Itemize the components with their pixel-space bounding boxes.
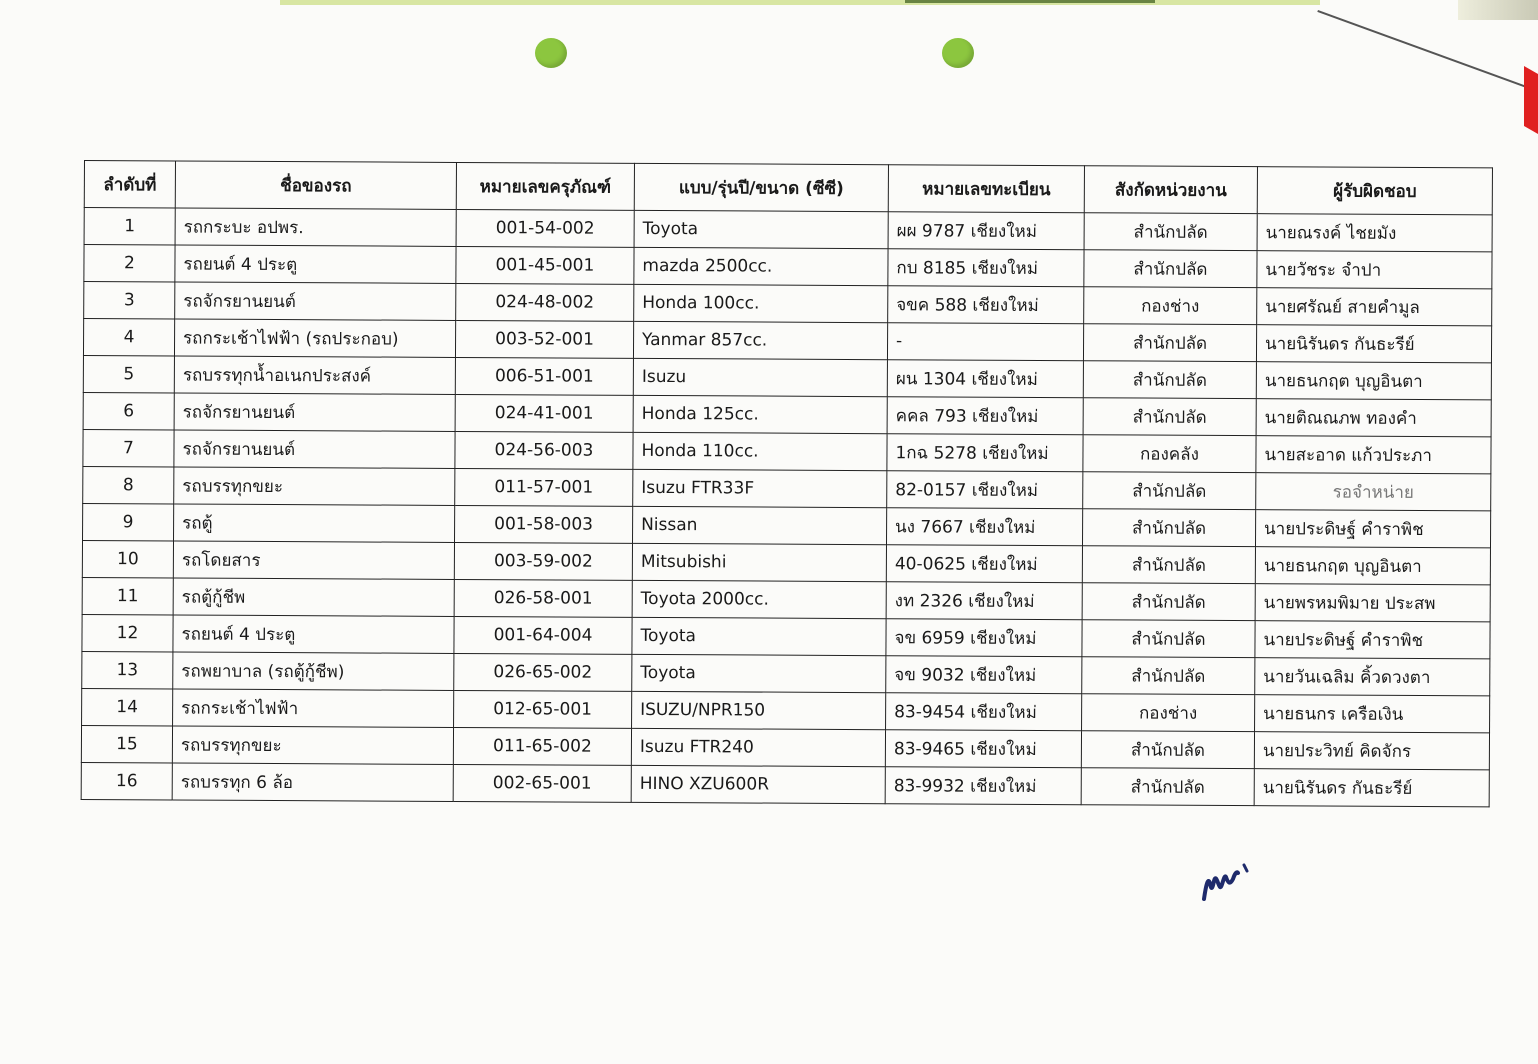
corner-red-mark <box>1524 66 1538 134</box>
cell-asset-no: 001-45-001 <box>456 246 634 284</box>
cell-department: สำนักปลัด <box>1082 620 1255 658</box>
page-corner <box>1278 0 1538 140</box>
cell-model: Toyota 2000cc. <box>632 580 886 618</box>
header-cell: ผู้รับผิดชอบ <box>1257 167 1492 215</box>
cell-vehicle: รถกระเช้าไฟฟ้า <box>173 689 454 727</box>
cell-responsible: นายติณณภพ ทองคำ <box>1256 399 1491 437</box>
cell-responsible: นายศรัณย์ สายคำมูล <box>1257 288 1492 326</box>
cell-model: Mitsubishi <box>632 543 886 581</box>
cell-asset-no: 003-52-001 <box>455 320 633 358</box>
cell-model: Toyota <box>634 210 888 248</box>
cell-model: Toyota <box>632 654 886 692</box>
table-row <box>81 762 1489 806</box>
cell-model: Isuzu FTR240 <box>631 728 885 766</box>
cell-model: Yanmar 857cc. <box>633 321 887 359</box>
cell-department: สำนักปลัด <box>1082 509 1255 547</box>
cell-plate: งท 2326 เชียงใหม่ <box>886 582 1082 620</box>
cell-model: Isuzu FTR33F <box>633 469 887 507</box>
header-cell: หมายเลขทะเบียน <box>888 165 1084 213</box>
header-cell: สังกัดหน่วยงาน <box>1084 166 1257 214</box>
cell-plate: 40-0625 เชียงใหม่ <box>886 545 1082 583</box>
cell-asset-no: 026-58-001 <box>454 579 632 617</box>
cell-model: Isuzu <box>633 358 887 396</box>
cell-responsible: นายนิรันดร กันธะรีย์ <box>1256 325 1491 363</box>
cell-no: 8 <box>83 466 174 503</box>
punch-hole-icon <box>535 38 567 68</box>
cell-vehicle: รถจักรยานยนต์ <box>174 430 455 468</box>
cell-asset-no: 012-65-001 <box>454 690 632 728</box>
cell-model: HINO XZU600R <box>631 765 885 803</box>
cell-vehicle: รถยนต์ 4 ประตู <box>173 615 454 653</box>
cell-department: สำนักปลัด <box>1083 472 1256 510</box>
top-edge-strip <box>280 0 1320 5</box>
cell-department: กองคลัง <box>1083 435 1256 473</box>
cell-plate: 83-9454 เชียงใหม่ <box>886 693 1082 731</box>
cell-plate: นง 7667 เชียงใหม่ <box>886 508 1082 546</box>
cell-plate: คคล 793 เชียงใหม่ <box>887 397 1083 435</box>
cell-no: 5 <box>83 355 174 392</box>
cell-no: 4 <box>83 319 174 356</box>
cell-no: 12 <box>82 614 173 651</box>
cell-plate: ผน 1304 เชียงใหม่ <box>887 360 1083 398</box>
cell-responsible: นายวันเฉลิม คิ้วดวงตา <box>1255 658 1490 696</box>
cell-responsible: นายสะอาด แก้วประภา <box>1256 436 1491 474</box>
cell-responsible: นายวัชระ จำปา <box>1257 251 1492 289</box>
cell-department: สำนักปลัด <box>1083 361 1256 399</box>
cell-no: 2 <box>84 245 175 282</box>
cell-department: กองช่าง <box>1082 694 1255 732</box>
cell-no: 10 <box>82 540 173 577</box>
corner-line <box>1317 10 1538 94</box>
cell-department: สำนักปลัด <box>1084 250 1257 288</box>
cell-vehicle: รถบรรทุกขยะ <box>174 467 455 505</box>
cell-model: Honda 125cc. <box>633 395 887 433</box>
cell-responsible: นายนิรันดร กันธะรีย์ <box>1254 769 1489 807</box>
cell-responsible: นายณรงค์ ไชยมัง <box>1257 214 1492 252</box>
cell-responsible: นายพรหมพิมาย ประสพ <box>1255 584 1490 622</box>
cell-department: กองช่าง <box>1084 287 1257 325</box>
cell-department: สำนักปลัด <box>1082 657 1255 695</box>
top-edge-strip-dark <box>905 0 1155 3</box>
cell-no: 1 <box>84 208 175 245</box>
table-header-row <box>84 161 1492 215</box>
cell-department: สำนักปลัด <box>1081 731 1254 769</box>
cell-asset-no: 001-58-003 <box>455 505 633 543</box>
cell-no: 3 <box>84 282 175 319</box>
cell-plate: กบ 8185 เชียงใหม่ <box>888 249 1084 287</box>
cell-model: Honda 110cc. <box>633 432 887 470</box>
cell-asset-no: 002-65-001 <box>453 764 631 802</box>
cell-asset-no: 024-56-003 <box>455 431 633 469</box>
cell-department: สำนักปลัด <box>1082 583 1255 621</box>
cell-no: 14 <box>82 688 173 725</box>
vehicle-table <box>81 160 1493 807</box>
cell-no: 11 <box>82 577 173 614</box>
punch-hole-icon <box>942 38 974 68</box>
cell-model: mazda 2500cc. <box>634 247 888 285</box>
cell-plate: - <box>887 323 1083 361</box>
cell-asset-no: 026-65-002 <box>454 653 632 691</box>
cell-no: 6 <box>83 392 174 429</box>
cell-asset-no: 011-57-001 <box>455 468 633 506</box>
cell-plate: จข 6959 เชียงใหม่ <box>886 619 1082 657</box>
cell-vehicle: รถกระบะ อปพร. <box>175 208 456 246</box>
cell-model: Toyota <box>632 617 886 655</box>
cell-no: 9 <box>83 503 174 540</box>
cell-vehicle: รถพยาบาล (รถตู้กู้ชีพ) <box>173 652 454 690</box>
header-cell: ลำดับที่ <box>84 161 175 208</box>
cell-plate: 1กฉ 5278 เชียงใหม่ <box>887 434 1083 472</box>
cell-asset-no: 003-59-002 <box>454 542 632 580</box>
cell-vehicle: รถกระเช้าไฟฟ้า (รถประกอบ) <box>174 319 455 357</box>
cell-vehicle: รถยนต์ 4 ประตู <box>175 245 456 283</box>
cell-vehicle: รถบรรทุก 6 ล้อ <box>172 763 453 801</box>
cell-vehicle: รถจักรยานยนต์ <box>174 393 455 431</box>
signature-icon <box>1200 855 1270 905</box>
cell-department: สำนักปลัด <box>1081 768 1254 806</box>
cell-no: 7 <box>83 429 174 466</box>
cell-department: สำนักปลัด <box>1083 324 1256 362</box>
cell-responsible: นายประวิทย์ คิดจักร <box>1254 732 1489 770</box>
cell-plate: ผผ 9787 เชียงใหม่ <box>888 212 1084 250</box>
header-cell: หมายเลขครุภัณฑ์ <box>456 162 634 210</box>
cell-vehicle: รถจักรยานยนต์ <box>175 282 456 320</box>
cell-model: Honda 100cc. <box>634 284 888 322</box>
cell-asset-no: 001-54-002 <box>456 209 634 247</box>
cell-department: สำนักปลัด <box>1084 213 1257 251</box>
cell-no: 13 <box>82 651 173 688</box>
cell-plate: 83-9932 เชียงใหม่ <box>885 767 1081 805</box>
cell-model: Nissan <box>633 506 887 544</box>
cell-responsible: นายประดิษฐ์ คำราพิช <box>1255 510 1490 548</box>
header-cell: ชื่อของรถ <box>175 161 456 209</box>
cell-no: 16 <box>81 762 172 799</box>
cell-asset-no: 006-51-001 <box>455 357 633 395</box>
cell-responsible: นายธนกร เครือเงิน <box>1255 695 1490 733</box>
cell-department: สำนักปลัด <box>1082 546 1255 584</box>
cell-responsible: นายธนกฤต บุญอินตา <box>1256 362 1491 400</box>
cell-vehicle: รถตู้กู้ชีพ <box>173 578 454 616</box>
cell-plate: จข 9032 เชียงใหม่ <box>886 656 1082 694</box>
cell-model: ISUZU/NPR150 <box>632 691 886 729</box>
cell-asset-no: 011-65-002 <box>453 727 631 765</box>
cell-vehicle: รถบรรทุกขยะ <box>172 726 453 764</box>
cell-asset-no: 024-41-001 <box>455 394 633 432</box>
cell-vehicle: รถตู้ <box>174 504 455 542</box>
cell-no: 15 <box>81 725 172 762</box>
cell-responsible: นายธนกฤต บุญอินตา <box>1255 547 1490 585</box>
cell-department: สำนักปลัด <box>1083 398 1256 436</box>
cell-vehicle: รถโดยสาร <box>173 541 454 579</box>
corner-shade <box>1458 0 1538 20</box>
cell-asset-no: 024-48-002 <box>456 283 634 321</box>
cell-responsible: นายประดิษฐ์ คำราพิช <box>1255 621 1490 659</box>
cell-plate: 83-9465 เชียงใหม่ <box>885 730 1081 768</box>
header-cell: แบบ/รุ่นปี/ขนาด (ซีซี) <box>634 163 888 211</box>
cell-asset-no: 001-64-004 <box>454 616 632 654</box>
cell-responsible: รอจำหน่าย <box>1256 473 1491 511</box>
cell-plate: 82-0157 เชียงใหม่ <box>887 471 1083 509</box>
cell-plate: จขค 588 เชียงใหม่ <box>888 286 1084 324</box>
cell-vehicle: รถบรรทุกน้ำอเนกประสงค์ <box>174 356 455 394</box>
